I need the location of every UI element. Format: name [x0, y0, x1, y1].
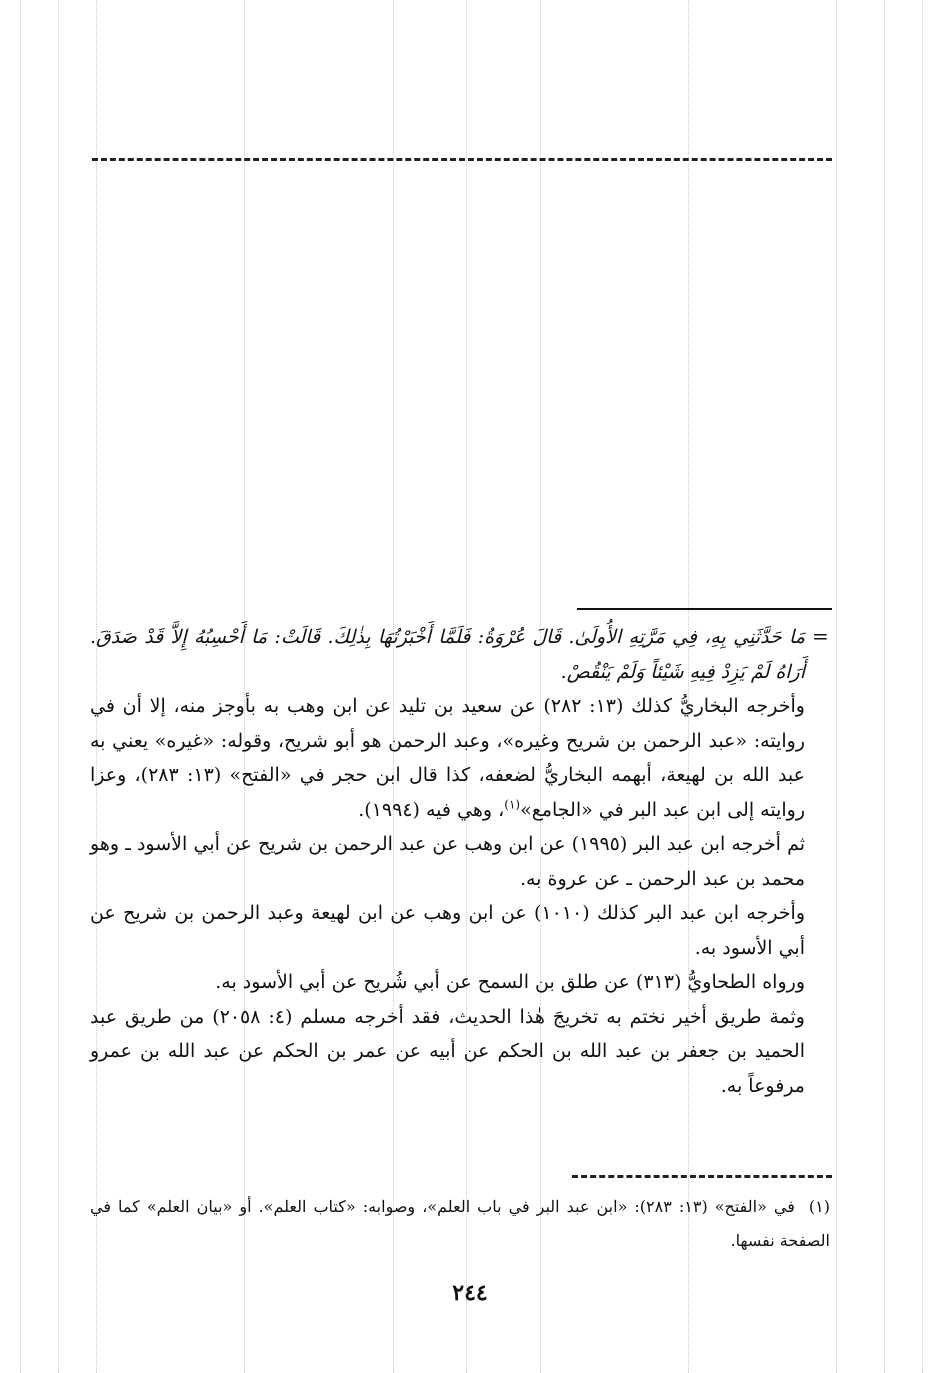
main-text	[90, 620, 805, 1103]
body-paragraph: ثم أخرجه ابن عبد البر (١٩٩٥) عن ابن وهب عن عبد الرحمن بن شريح عن أبي الأسود ـ وهو محمد بن عبد الرحمن ـ عن عروة به.	[90, 833, 806, 890]
paragraph-text: وأخرجه البخاريُّ كذلك (١٣: ٢٨٢) عن سعيد بن تليد عن ابن وهب به بأوجز منه، إلا أن في روايته: «عبد الرحمن بن شريح وغيره»، وعبد الرحمن هو أبو شريح، وقوله: «غيره» يعني به عبد الله بن لهيعة، أبهمه البخاريُّ لضعفه، كذا قال ابن حجر في «الفتح» (١٣: ٢٨٣)، وعزا روايته إلى ابن عبد البر في «الجامع»	[90, 695, 805, 821]
footnote-number: (١)	[808, 1197, 830, 1216]
footnote-dashed-separator	[572, 1175, 832, 1178]
quoted-hadith-paragraph: مَا حَدَّثَنِي بِهِ، فِي مَرَّتِهِ الأُولَىٰ. قَالَ عُرْوَةُ: فَلَمَّا أَخْبَرْتُهَا بِذٰلِكَ. قَالَتْ: مَا أَحْسِبُهُ إِلاَّ قَدْ صَدَقَ. أَرَاهُ لَمْ يَزِدْ فِيهِ شَيْئاً وَلَمْ يَنْقُصْ.	[90, 626, 805, 683]
paragraph-text: ، وهي فيه (١٩٩٤).	[358, 798, 505, 821]
footnote-start-rule	[577, 608, 832, 610]
body-paragraph	[90, 689, 805, 827]
body-paragraph: وأخرجه ابن عبد البر كذلك (١٠١٠) عن ابن وهب عن ابن لهيعة وعبد الرحمن بن شريح عن أبي الأسود به.	[90, 902, 805, 959]
top-dashed-separator	[92, 158, 832, 161]
footnote	[90, 1190, 830, 1258]
body-paragraph: وثمة طريق أخير نختم به تخريجَ هٰذا الحديث، فقد أخرجه مسلم (٤: ٢٠٥٨) من طريق عبد الحميد بن جعفر بن عبد الله بن الحكم عن أبيه عن عمر بن الحكم عن عبد الله بن عمرو مرفوعاً به.	[90, 1005, 805, 1097]
dotted-guide-line	[884, 0, 885, 1373]
dotted-guide-line	[58, 0, 59, 1373]
footnote-reference[interactable]: (١)	[504, 797, 521, 812]
body-paragraph: ورواه الطحاويُّ (٣١٣) عن طلق بن السمح عن أبي شُريح عن أبي الأسود به.	[215, 971, 805, 993]
dotted-guide-line	[20, 0, 21, 1373]
continuation-mark: =	[812, 624, 829, 648]
dotted-guide-line	[836, 0, 837, 1373]
page-number: ٢٤٤	[452, 1280, 488, 1306]
dotted-guide-line	[922, 0, 923, 1373]
footnote-text: في «الفتح» (١٣: ٢٨٣): «ابن عبد البر في باب العلم»، وصوابه: «كتاب العلم». أو «بيان العلم» كما في الصفحة نفسها.	[90, 1197, 830, 1250]
